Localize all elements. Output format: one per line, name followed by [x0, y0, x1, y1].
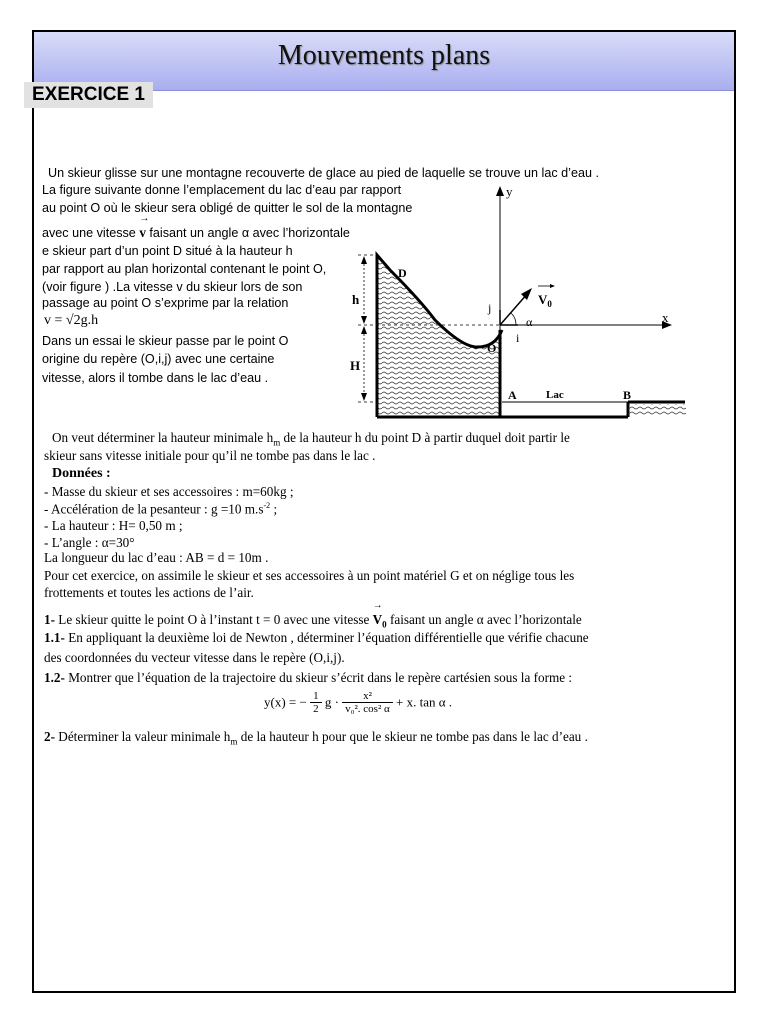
data-item-mass: - Masse du skieur et ses accessoires : m=60kg ; — [44, 484, 294, 499]
intro-line-3: au point O où le skieur sera obligé de quitter le sol de la montagne — [42, 201, 413, 215]
data-item-angle: - L’angle : α=30° — [44, 535, 135, 550]
intro-line-1: Un skieur glisse sur une montagne recouverte de glace au pied de laquelle se trouve un lac d’eau . — [48, 166, 599, 180]
data-item-lake-length: La longueur du lac d’eau : AB = d = 10m . — [44, 550, 269, 565]
data-item-gravity: - Accélération de la pesanteur : g =10 $m.s^{-2}$ ; — [44, 501, 278, 517]
formula-v: v = √2g.h — [44, 313, 99, 328]
label-O: O — [487, 341, 497, 355]
assumption-line-2: frottements et toutes les actions de l’air. — [44, 585, 254, 600]
label-D: D — [398, 266, 407, 280]
data-item-height: - La hauteur : H= 0,50 m ; — [44, 518, 183, 533]
intro-line-5: e skieur part d’un point D situé à la hauteur h — [42, 244, 293, 258]
label-y: y — [506, 184, 513, 199]
label-h: h — [352, 292, 360, 307]
exercise-title: EXERCICE 1 — [24, 82, 153, 108]
question-1-1: 1.1- En appliquant la deuxième loi de Newton , déterminer l’équation différentielle que vérifie chacune — [44, 630, 589, 645]
trajectory-equation: y(x) = − $\frac{1}{2}$ g · $\frac{\text{x²}}{\text{v₀². cos² α}}$ + x. tan α . — [264, 690, 453, 715]
goal-line-2: skieur sans vitesse initiale pour qu’il ne tombe pas dans le lac . — [44, 448, 376, 463]
label-v0: $V_0$ — [538, 292, 552, 309]
label-A: A — [508, 388, 517, 402]
intro-line-6: par rapport au plan horizontal contenant le point O, — [42, 262, 327, 276]
label-alpha: α — [526, 315, 533, 329]
label-i: i — [516, 331, 520, 345]
mountain-body — [377, 255, 502, 417]
page-title: Mouvements plans — [277, 40, 491, 71]
question-1-2: 1.2- Montrer que l’équation de la trajectoire du skieur s’écrit dans le repère cartésien sous la forme : — [44, 670, 573, 685]
intro-line-2: La figure suivante donne l’emplacement du lac d’eau par rapport — [42, 183, 402, 197]
intro-line-4-a: avec une vitesse — [42, 226, 140, 240]
data-heading: Données : — [52, 466, 111, 481]
goal-line-1: On veut déterminer la hauteur minimale $h_m$ de la hauteur h du point D à partir duquel doit partir le — [52, 430, 570, 448]
intro-line-7: (voir figure ) .La vitesse v du skieur lors de son — [42, 280, 303, 294]
label-lake: Lac — [546, 389, 564, 401]
question-2: 2- Déterminer la valeur minimale $h_m$ de la hauteur h pour que le skieur ne tombe pas dans le lac d’eau . — [44, 729, 588, 747]
intro-line-4-b: faisant un angle α avec l’horizontale — [145, 226, 350, 240]
label-H: H — [350, 358, 361, 373]
question-1-1-line-2: des coordonnées du vecteur vitesse dans le repère (O,i,j). — [44, 650, 345, 665]
intro-line-4 — [42, 213, 350, 241]
question-1: 1- Le skieur quitte le point O à l’instant t = 0 avec une vitesse → $V_0$ faisant un angle α avec l’horizontale — [44, 600, 582, 630]
intro-line-8: passage au point O s’exprime par la relation — [42, 296, 289, 310]
label-x: x — [662, 310, 669, 325]
intro-line-10: origine du repère (O,i,j) avec une certaine — [42, 352, 275, 366]
ski-slope-figure — [350, 180, 690, 425]
label-B: B — [623, 388, 632, 402]
vector-v-symbol: → v — [139, 213, 150, 240]
intro-line-11: vitesse, alors il tombe dans le lac d’eau . — [42, 371, 269, 385]
assumption-line-1: Pour cet exercice, on assimile le skieur et ses accessoires à un point matériel G et on néglige tous les — [44, 568, 575, 583]
intro-line-9: Dans un essai le skieur passe par le point O — [42, 334, 289, 348]
label-j: j — [488, 301, 492, 315]
